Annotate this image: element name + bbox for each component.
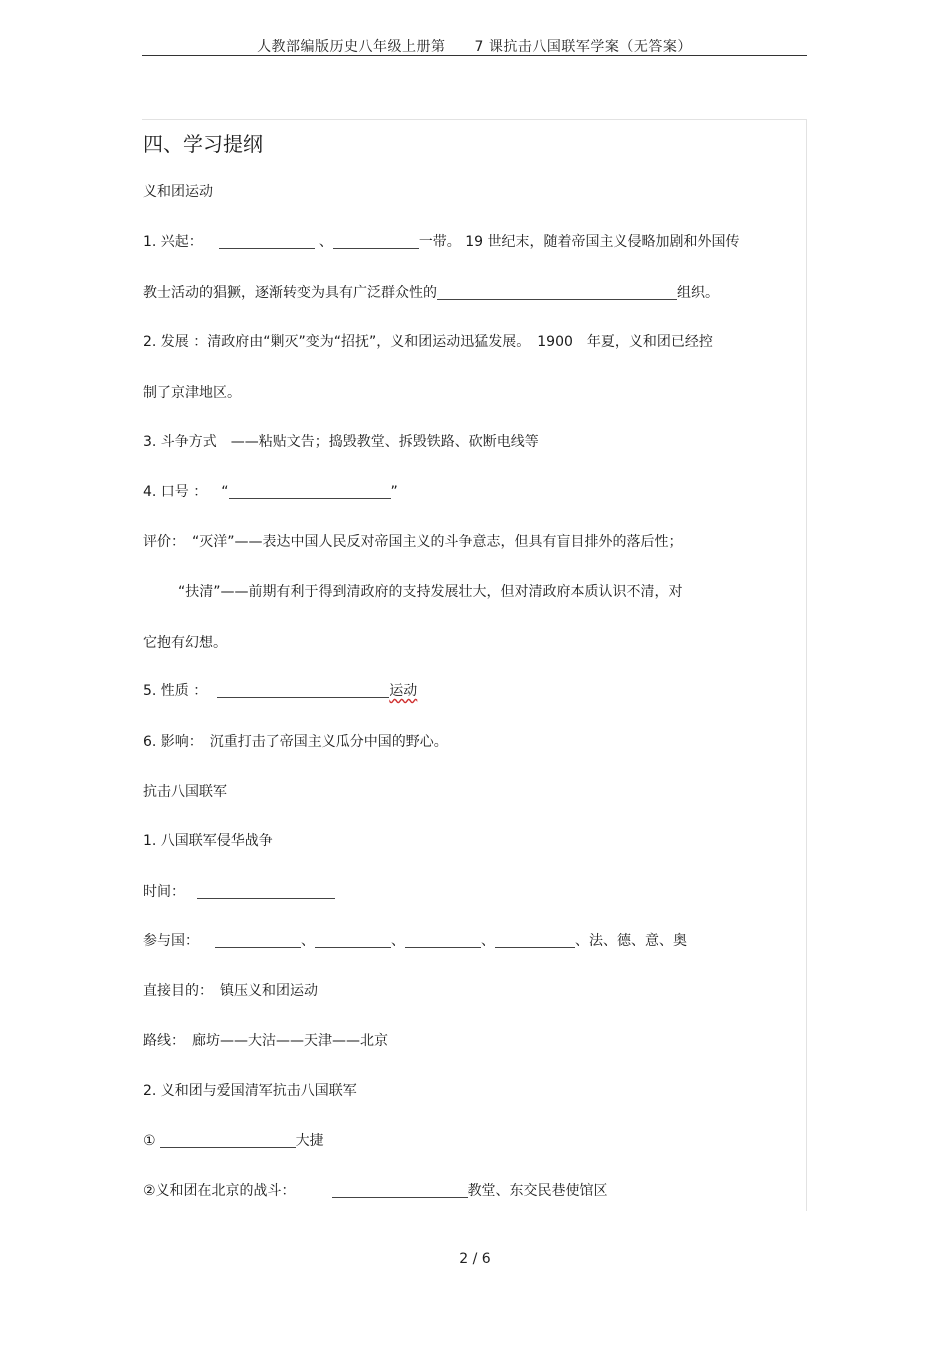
- nature-label: 5. 性质 ：: [143, 683, 208, 699]
- item-countries: [143, 932, 687, 950]
- slogan-open-quote: “: [221, 484, 229, 500]
- countries-blank-2[interactable]: [315, 933, 391, 948]
- item-influence: 6. 影响： 沉重打击了帝国主义瓜分中国的野心。: [143, 734, 448, 750]
- nature-text: 运动: [389, 683, 418, 699]
- content-frame-top: [142, 119, 807, 120]
- victory-blank[interactable]: [160, 1133, 296, 1148]
- item-route: 路线： 廊坊——大沽——天津——北京: [143, 1033, 388, 1049]
- content-frame-right: [806, 119, 807, 1211]
- beijing-battle-blank[interactable]: [332, 1183, 468, 1198]
- countries-sep-1: 、: [301, 933, 315, 949]
- item-origin-line2: [143, 284, 719, 302]
- origin-blank-2[interactable]: [333, 234, 419, 249]
- item-resistance: 2. 义和团与爱国清军抗击八国联军: [143, 1083, 357, 1099]
- slogan-label: 4. 口号 ：: [143, 484, 208, 500]
- countries-blank-3[interactable]: [405, 933, 481, 948]
- origin-text: 一带。 19 世纪末，随着帝国主义侵略加剧和外国传: [418, 234, 740, 250]
- countries-sep-2: 、: [391, 933, 405, 949]
- item-purpose: 直接目的： 镇压义和团运动: [143, 983, 318, 999]
- countries-blank-1[interactable]: [215, 933, 301, 948]
- item-beijing-battle: [143, 1182, 608, 1200]
- heading-eight-nation: 抗击八国联军: [143, 784, 227, 800]
- page-number: 2 / 6: [459, 1251, 491, 1267]
- item-nature: [143, 682, 417, 700]
- evaluation-line3: 它抱有幻想。: [143, 635, 227, 651]
- header-rule: [142, 55, 807, 56]
- origin-line2-end: 组织。: [677, 285, 719, 301]
- time-label: 时间：: [143, 884, 185, 900]
- item-development: 2. 发展 ：清政府由“剿灭”变为“招抚”，义和团运动迅猛发展。 1900 年夏，义和团已经控: [143, 334, 713, 350]
- origin-blank-3[interactable]: [437, 285, 677, 300]
- origin-blank-1[interactable]: [219, 234, 315, 249]
- item-slogan: [143, 483, 398, 501]
- origin-separator: 、: [318, 234, 333, 250]
- item-invasion-war: 1. 八国联军侵华战争: [143, 833, 273, 849]
- item-time: [143, 883, 335, 901]
- item-victory: [143, 1132, 324, 1150]
- countries-blank-4[interactable]: [495, 933, 575, 948]
- section-title: 四、学习提纲: [143, 132, 263, 156]
- evaluation-line2: “扶清”——前期有利于得到清政府的支持发展壮大，但对清政府本质认识不清，对: [178, 584, 683, 600]
- victory-text: 大捷: [295, 1133, 324, 1149]
- origin-label: 1. 兴起：: [143, 234, 203, 250]
- item-struggle-methods: 3. 斗争方式 ——粘贴文告；捣毁教堂、拆毁铁路、砍断电线等: [143, 434, 539, 450]
- page-header: 人教部编版历史八年级上册第 7 课抗击八国联军学案（无答案）: [257, 39, 692, 55]
- slogan-close-quote: ”: [390, 484, 398, 500]
- time-blank[interactable]: [197, 884, 335, 899]
- beijing-battle-text: 教堂、东交民巷使馆区: [467, 1183, 608, 1199]
- victory-mark: ①: [143, 1133, 156, 1149]
- origin-line2-text: 教士活动的猖獗，逐渐转变为具有广泛群众性的: [143, 285, 437, 301]
- evaluation-line1: 评价： “灭洋”——表达中国人民反对帝国主义的斗争意志，但具有盲目排外的落后性；: [143, 534, 683, 550]
- beijing-battle-label: ②义和团在北京的战斗：: [143, 1183, 296, 1199]
- item-development-line2: 制了京津地区。: [143, 385, 241, 401]
- heading-boxer-movement: 义和团运动: [143, 184, 213, 200]
- countries-sep-3: 、: [481, 933, 495, 949]
- slogan-blank[interactable]: [229, 484, 391, 499]
- item-origin: [143, 233, 740, 251]
- countries-label: 参与国：: [143, 933, 199, 949]
- countries-tail: 、法、德、意、奥: [575, 933, 687, 949]
- nature-blank[interactable]: [217, 683, 389, 698]
